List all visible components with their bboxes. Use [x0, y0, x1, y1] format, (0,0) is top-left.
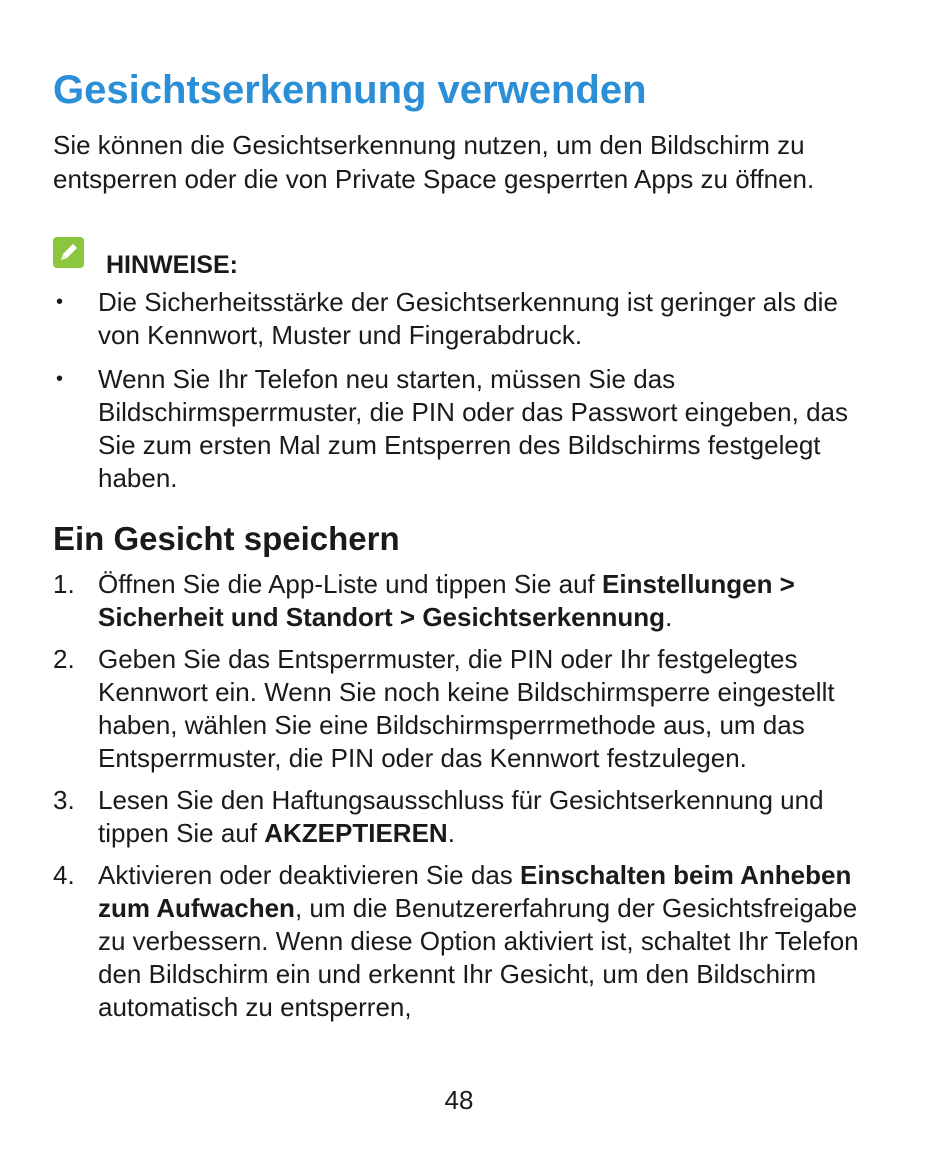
note-item-text: Die Sicherheitsstärke der Gesichtserkennung ist geringer als die von Kennwort, Muster und Fingerabdruck. — [98, 287, 838, 350]
settings-path: Einstellungen > Sicherheit und Standort > Gesichtserkennung — [98, 569, 795, 632]
step-number: 2. — [53, 644, 75, 674]
note-item-text: Wenn Sie Ihr Telefon neu starten, müssen Sie das Bildschirmsperrmuster, die PIN oder das Passwort eingeben, das Sie zum ersten Mal zum Entsperren des Bildschirms festgelegt haben. — [98, 364, 849, 493]
pencil-note-icon — [53, 237, 84, 268]
note-list — [53, 286, 873, 506]
step-number: 4. — [53, 860, 75, 890]
note-label: HINWEISE: — [106, 250, 238, 279]
steps-list — [53, 568, 873, 1033]
step-number: 3. — [53, 785, 75, 815]
note-item — [53, 363, 873, 495]
bullet-icon: • — [56, 291, 64, 313]
step-text: Aktivieren oder deaktivieren Sie das Einschalten beim Anheben zum Aufwachen, um die Benutzererfahrung der Gesichtsfreigabe zu verbessern. Wenn diese Option aktiviert ist, schaltet Ihr Telefon den Bildschirm ein und erkennt Ihr Gesicht, um den Bildschirm automatisch zu entsperren, — [98, 860, 859, 1022]
step-item — [53, 859, 873, 1024]
accept-term: AKZEPTIEREN — [264, 818, 448, 848]
step-text: Geben Sie das Entsperrmuster, die PIN oder Ihr festgelegtes Kennwort ein. Wenn Sie noch keine Bildschirmsperre eingestellt haben, wählen Sie eine Bildschirmsperrmethode aus, um das Entsperrmuster, die PIN oder das Kennwort festzulegen. — [98, 644, 835, 773]
step-text: Lesen Sie den Haftungsausschluss für Gesichtserkennung und tippen Sie auf AKZEPTIEREN. — [98, 785, 824, 848]
note-item — [53, 286, 873, 352]
option-name: Einschalten beim Anheben zum Aufwachen — [98, 860, 852, 923]
bullet-icon: • — [56, 368, 64, 390]
step-text: Öffnen Sie die App-Liste und tippen Sie auf Einstellungen > Sicherheit und Standort > Gesichtserkennung. — [98, 569, 795, 632]
section-heading: Ein Gesicht speichern — [53, 520, 400, 557]
step-item — [53, 784, 873, 850]
step-number: 1. — [53, 569, 75, 599]
step-item — [53, 568, 873, 634]
note-header — [53, 238, 238, 278]
step-item — [53, 643, 873, 775]
intro-paragraph: Sie können die Gesichtserkennung nutzen, um den Bildschirm zu entsperren oder die von Private Space gesperrten Apps zu öffnen. — [53, 130, 815, 194]
page-number: 48 — [444, 1085, 474, 1115]
page-title: Gesichtserkennung verwenden — [53, 68, 647, 112]
